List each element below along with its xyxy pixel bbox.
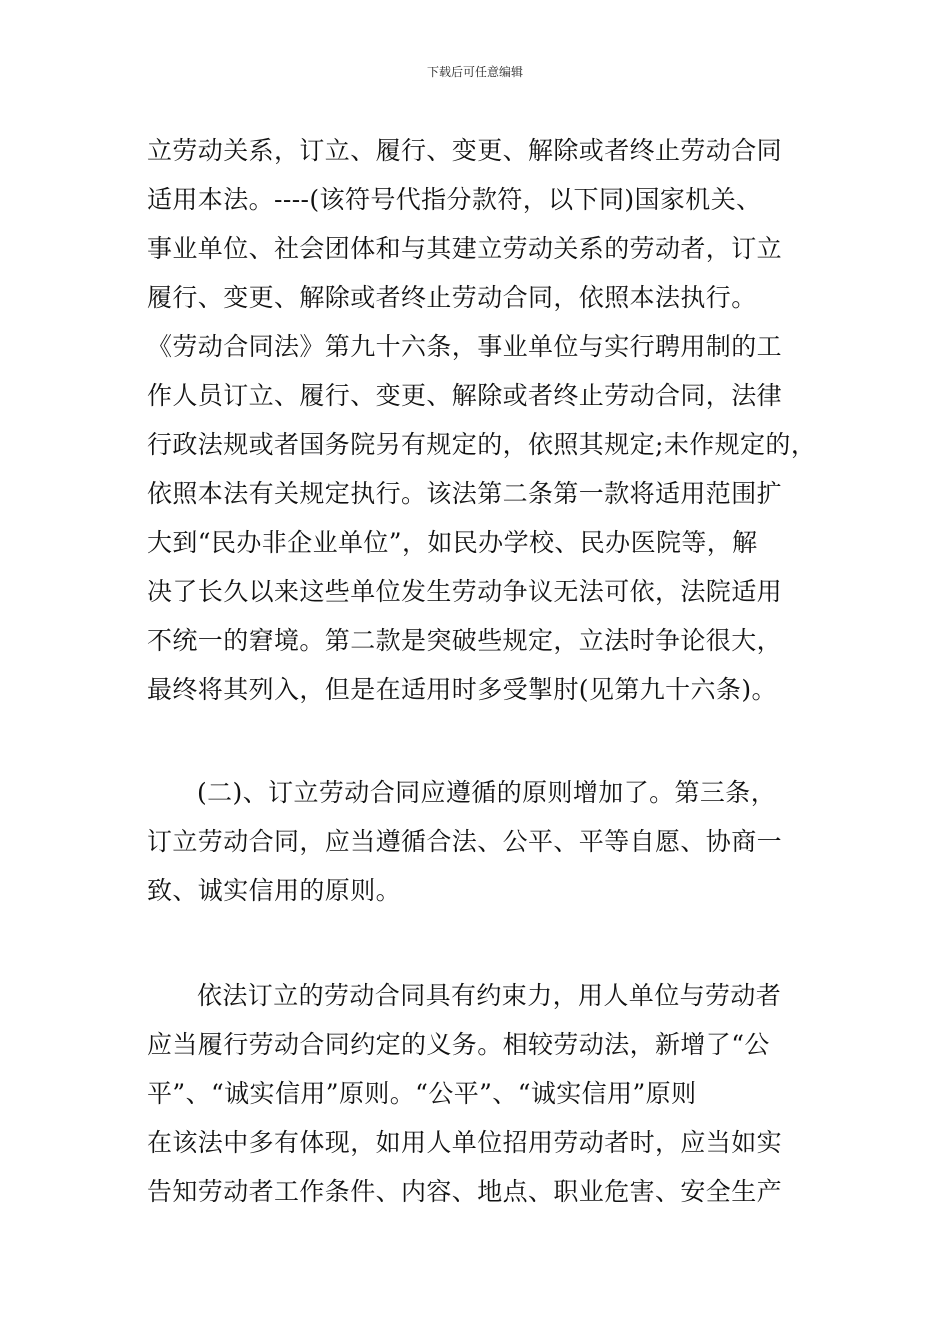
paragraph-1-line-1: 立劳动关系，订立、履行、变更、解除或者终止劳动合同	[147, 136, 783, 165]
paragraph-2-line-3: 致、诚实信用的原则。	[147, 876, 402, 905]
paragraph-1-line-4: 履行、变更、解除或者终止劳动合同，依照本法执行。	[147, 283, 757, 312]
paragraph-1-line-10: 决了长久以来这些单位发生劳动争议无法可依，法院适用	[147, 577, 783, 606]
paragraph-1-line-11: 不统一的窘境。第二款是突破些规定，立法时争论很大，	[147, 626, 783, 655]
paragraph-1-line-3: 事业单位、社会团体和与其建立劳动关系的劳动者，订立	[147, 234, 783, 263]
paragraph-2-line-2: 订立劳动合同，应当遵循合法、公平、平等自愿、协商一	[147, 827, 783, 856]
paragraph-1-line-5: 《劳动合同法》第九十六条，事业单位与实行聘用制的工	[147, 332, 783, 361]
paragraph-3-line-3: 平”、“诚实信用”原则。“公平”、“诚实信用”原则	[147, 1079, 697, 1108]
paragraph-1-line-8: 依照本法有关规定执行。该法第二条第一款将适用范围扩	[147, 479, 783, 508]
paragraph-1-line-6: 作人员订立、履行、变更、解除或者终止劳动合同，法律	[147, 381, 783, 410]
paragraph-1-line-2: 适用本法。----(该符号代指分款符，以下同)国家机关、	[147, 185, 762, 214]
page-header: 下载后可任意编辑	[426, 65, 523, 79]
paragraph-2-line-1: (二)、订立劳动合同应遵循的原则增加了。第三条，	[197, 778, 777, 807]
paragraph-3-line-2: 应当履行劳动合同约定的义务。相较劳动法，新增了“公	[147, 1030, 770, 1059]
paragraph-1-line-9: 大到“民办非企业单位”，如民办学校、民办医院等，解	[147, 528, 758, 557]
paragraph-1-line-12: 最终将其列入，但是在适用时多受掣肘(见第九十六条)。	[147, 675, 777, 704]
paragraph-3-line-4: 在该法中多有体现，如用人单位招用劳动者时，应当如实	[147, 1128, 783, 1157]
paragraph-3-line-5: 告知劳动者工作条件、内容、地点、职业危害、安全生产	[147, 1177, 783, 1206]
paragraph-3-line-1: 依法订立的劳动合同具有约束力，用人单位与劳动者	[197, 981, 782, 1010]
paragraph-1-line-7: 行政法规或者国务院另有规定的，依照其规定;未作规定的，	[147, 430, 817, 459]
